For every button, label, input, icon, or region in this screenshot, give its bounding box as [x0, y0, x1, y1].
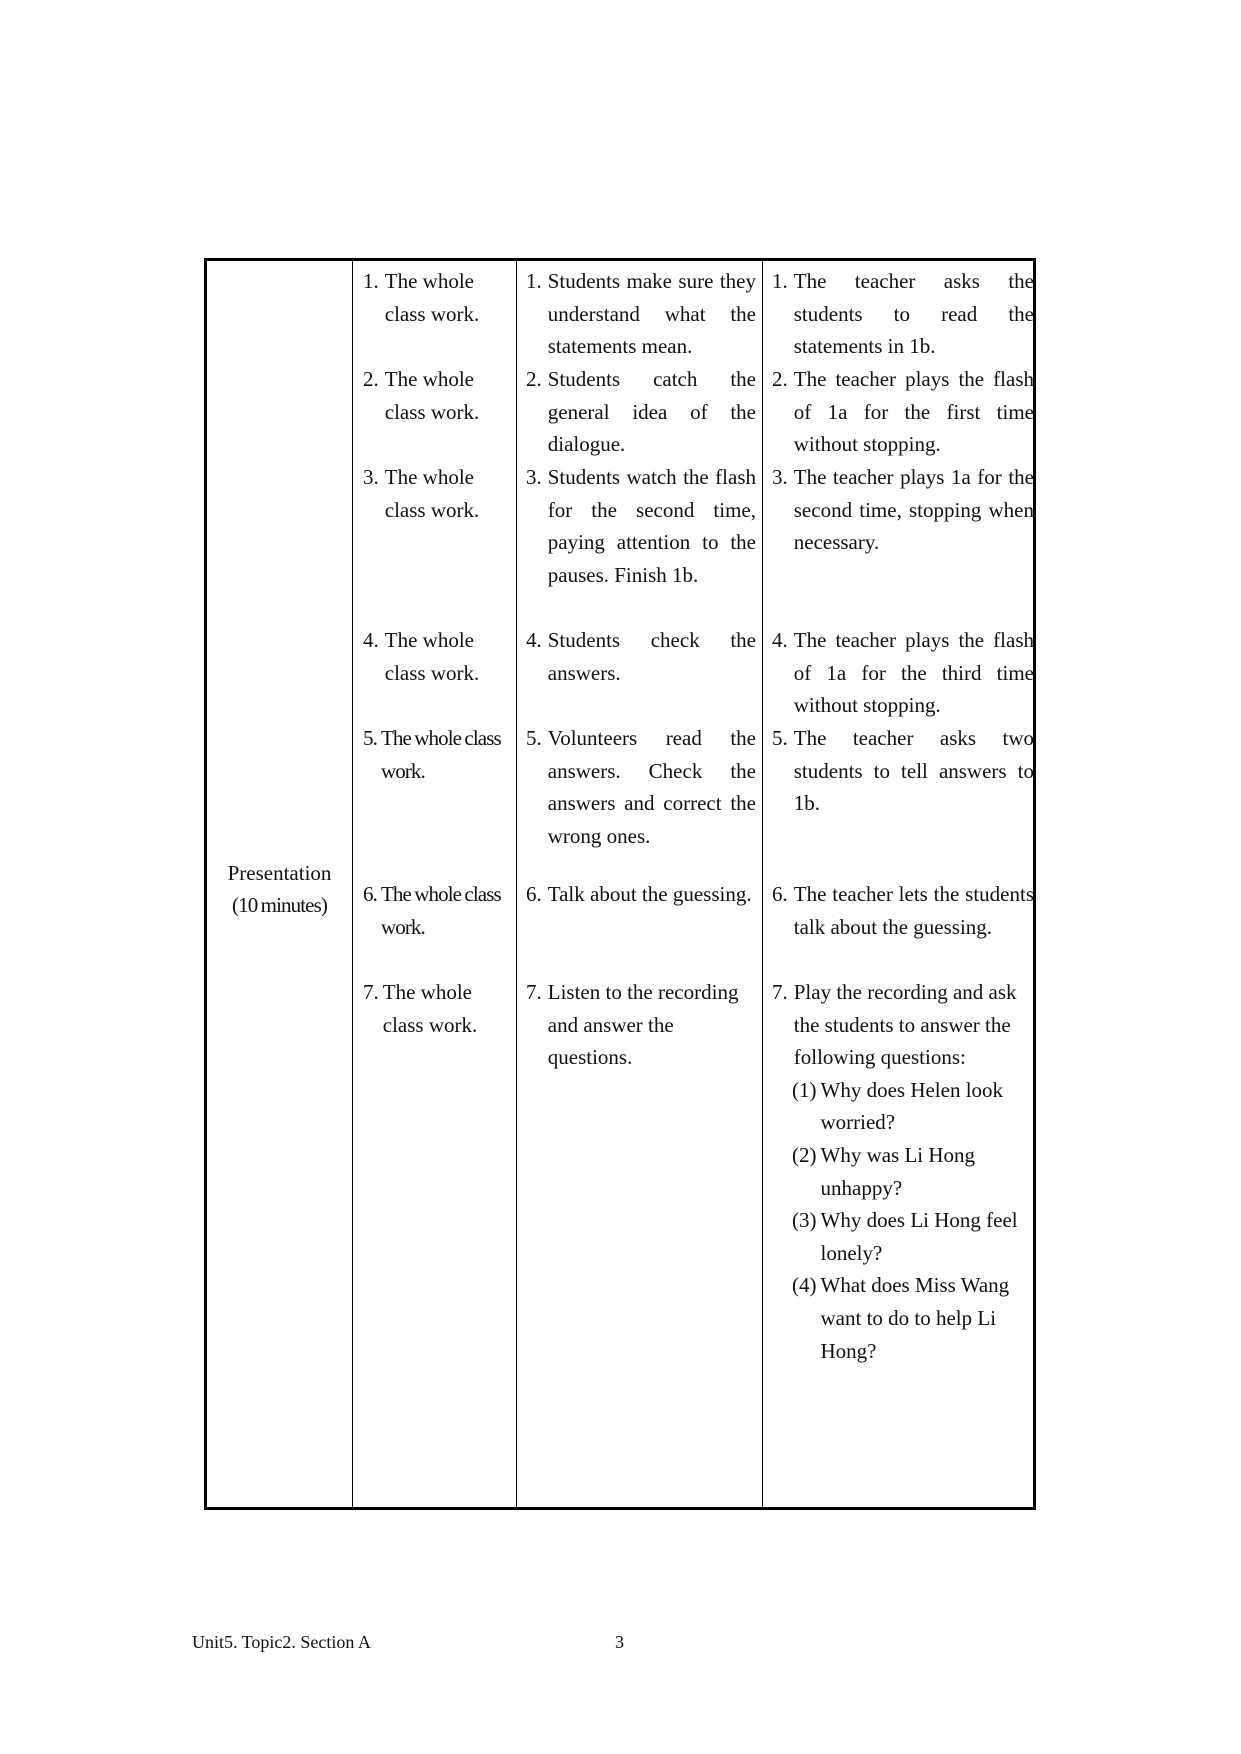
- form-number: 5.: [363, 726, 377, 750]
- question-item: [792, 1269, 1034, 1367]
- column-divider: [516, 261, 517, 1507]
- question-text: Why does Helen look worried?: [820, 1077, 1004, 1135]
- student-text: Talk about the guessing.: [547, 882, 752, 906]
- student-cell-4: [526, 624, 756, 689]
- question-text: Why does Li Hong feel lonely?: [820, 1208, 1018, 1265]
- form-number: 4.: [363, 628, 379, 652]
- question-text: What does Miss Wang want to do to help Li Hong?: [820, 1273, 1010, 1363]
- teacher-number: 2.: [772, 367, 788, 391]
- footer-section: Unit5. Topic2. Section A: [192, 1632, 371, 1652]
- teacher-text: Play the recording and ask the students to answer the following questions:: [793, 980, 1017, 1070]
- form-text: The whole class work.: [384, 465, 480, 522]
- question-number: (4): [792, 1273, 817, 1298]
- form-number: 3.: [363, 465, 379, 489]
- student-text: Students make sure they understand what the statements mean.: [547, 269, 756, 359]
- teacher-cell-5: [772, 722, 1034, 820]
- student-cell-2: [526, 363, 756, 461]
- student-cell-5: [526, 722, 756, 852]
- student-text: Students check the answers.: [547, 628, 756, 685]
- student-text: Students catch the general idea of the dialogue.: [547, 367, 756, 457]
- form-number: 2.: [363, 367, 379, 391]
- teacher-cell-2: [772, 363, 1034, 461]
- form-text: The whole class work.: [382, 980, 478, 1037]
- form-text: The whole class work.: [384, 269, 480, 326]
- student-cell-7: [526, 976, 756, 1074]
- teacher-cell-4: [772, 624, 1034, 722]
- question-number: (2): [792, 1142, 817, 1167]
- student-cell-1: [526, 265, 756, 363]
- student-number: 4.: [526, 628, 542, 652]
- question-item: [792, 1074, 1034, 1139]
- teacher-number: 1.: [772, 269, 788, 293]
- form-text: The whole class work.: [380, 882, 501, 939]
- teacher-number: 7.: [772, 980, 788, 1004]
- student-number: 2.: [526, 367, 542, 391]
- form-cell-2: [363, 363, 511, 428]
- teacher-cell-6: [772, 878, 1034, 943]
- column-divider: [762, 261, 763, 1507]
- column-divider: [352, 261, 353, 1507]
- student-text: Students watch the flash for the second time, paying attention to the pauses. Finish 1b.: [547, 465, 756, 587]
- form-cell-3: [363, 461, 511, 526]
- student-text: Listen to the recording and answer the questions.: [547, 980, 739, 1070]
- teacher-cell-1: [772, 265, 1034, 363]
- form-cell-5: [363, 722, 511, 787]
- teacher-number: 5.: [772, 726, 788, 750]
- teacher-text: The teacher plays 1a for the second time, stopping when necessary.: [793, 465, 1034, 555]
- teacher-text: The teacher lets the students talk about the guessing.: [793, 882, 1034, 939]
- teacher-text: The teacher plays the flash of 1a for the first time without stopping.: [793, 367, 1034, 457]
- student-text: Volunteers read the answers. Check the answers and correct the wrong ones.: [547, 726, 756, 848]
- page-number: 3: [615, 1632, 624, 1652]
- question-item: [792, 1204, 1034, 1269]
- student-number: 5.: [526, 726, 542, 750]
- question-list: [772, 1074, 1034, 1367]
- teacher-text: The teacher plays the flash of 1a for the third time without stopping.: [793, 628, 1034, 718]
- stage-label: Presentation: [227, 861, 332, 885]
- stage-time: (10 minutes): [232, 893, 327, 917]
- form-text: The whole class work.: [384, 367, 480, 424]
- lesson-table: [204, 258, 1036, 1510]
- teacher-number: 3.: [772, 465, 788, 489]
- form-text: The whole class work.: [380, 726, 501, 783]
- teacher-cell-3: [772, 461, 1034, 559]
- teacher-cell-7: [772, 976, 1034, 1367]
- form-cell-6: [363, 878, 511, 943]
- student-number: 3.: [526, 465, 542, 489]
- form-number: 1.: [363, 269, 379, 293]
- form-number: 6.: [363, 882, 377, 906]
- student-number: 1.: [526, 269, 542, 293]
- question-number: (3): [792, 1208, 817, 1233]
- teacher-number: 6.: [772, 882, 788, 906]
- student-cell-3: [526, 461, 756, 591]
- form-number: 7.: [363, 980, 379, 1004]
- teacher-number: 4.: [772, 628, 788, 652]
- teacher-text: The teacher asks two students to tell answers to 1b.: [793, 726, 1034, 816]
- form-cell-4: [363, 624, 511, 689]
- teacher-text: The teacher asks the students to read the statements in 1b.: [793, 269, 1034, 359]
- question-number: (1): [792, 1077, 817, 1102]
- form-cell-1: [363, 265, 511, 330]
- question-text: Why was Li Hong unhappy?: [820, 1142, 976, 1200]
- form-text: The whole class work.: [384, 628, 480, 685]
- student-number: 7.: [526, 980, 542, 1004]
- student-cell-6: [526, 878, 756, 911]
- stage-cell: [207, 857, 352, 921]
- student-number: 6.: [526, 882, 542, 906]
- question-item: [792, 1139, 1034, 1204]
- form-cell-7: [363, 976, 511, 1041]
